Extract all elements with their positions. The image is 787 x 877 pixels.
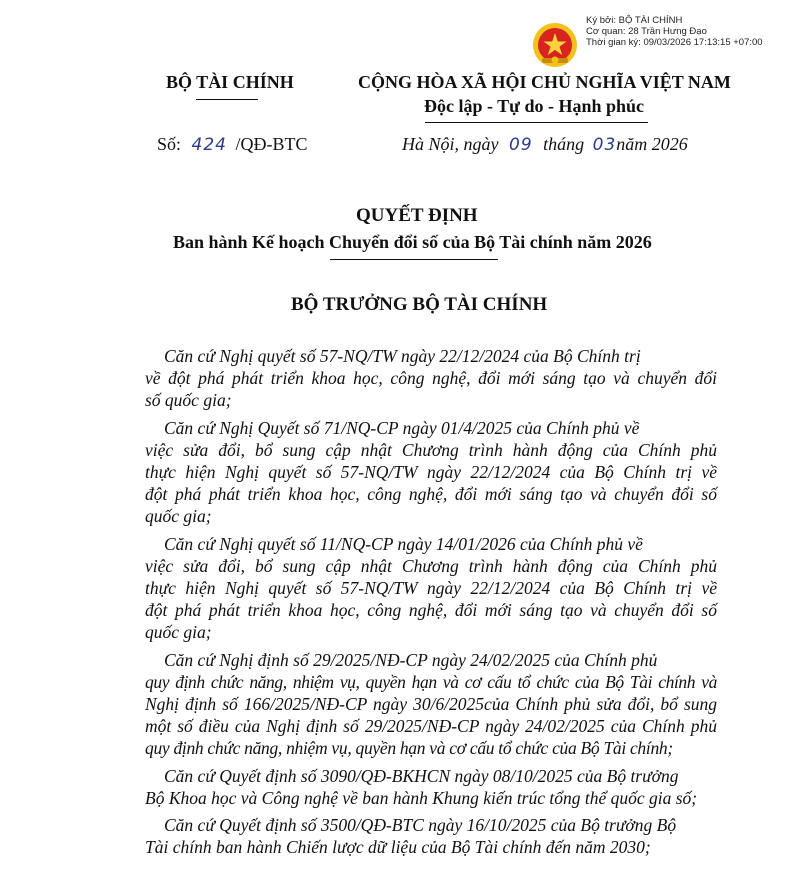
decision-subtitle: Ban hành Kế hoạch Chuyển đổi số của Bộ Tài chính năm 2026 (173, 232, 652, 252)
body-line: một số điều của Nghị định số 29/2025/NĐ-CP ngày 24/02/2025 của Chính phủ (145, 716, 717, 737)
document-number (157, 134, 307, 155)
ministry-name: BỘ TÀI CHÍNH (166, 72, 294, 92)
body-line: Nghị định số 166/2025/NĐ-CP ngày 30/6/2025của Chính phủ sửa đổi, bổ sung (145, 694, 717, 714)
month-label: tháng (543, 134, 585, 154)
body-line: Tài chính ban hành Chiến lược dữ liệu của Bộ Tài chính đến năm 2030; (145, 837, 651, 858)
signature-office: Cơ quan: 28 Trần Hưng Đạo (586, 26, 707, 37)
motto: Độc lập - Tự do - Hạnh phúc (424, 96, 645, 116)
motto-underline (425, 122, 648, 123)
place-date (402, 134, 688, 155)
decision-title: QUYẾT ĐỊNH (356, 205, 478, 226)
day-handwritten: 09 (509, 135, 533, 155)
month-handwritten: 03 (592, 135, 617, 155)
ministry-underline (196, 99, 258, 100)
body-line: đột phá phát triển khoa học, công nghệ, đổi mới sáng tạo và chuyển đổi số (145, 484, 717, 505)
body-line: số quốc gia; (145, 390, 232, 411)
body-line: Căn cứ Quyết định số 3500/QĐ-BTC ngày 16/10/2025 của Bộ trưởng Bộ (164, 815, 677, 835)
body-line: việc sửa đổi, bổ sung cập nhật Chương trình hành động của Chính phủ (145, 555, 717, 576)
national-emblem-icon (532, 22, 578, 68)
body-line: Căn cứ Nghị quyết số 57-NQ/TW ngày 22/12/2024 của Bộ Chính trị (164, 346, 641, 366)
body-line: đột phá phát triển khoa học, công nghệ, đổi mới sáng tạo và chuyển đổi số (145, 600, 717, 621)
body-line: quốc gia; (145, 622, 212, 643)
number-prefix: Số: (157, 134, 182, 154)
country-name: CỘNG HÒA XÃ HỘI CHỦ NGHĨA VIỆT NAM (358, 72, 731, 92)
body-line: Căn cứ Nghị Quyết số 71/NQ-CP ngày 01/4/2025 của Chính phủ về (164, 417, 640, 438)
body-line: Căn cứ Nghị quyết số 11/NQ-CP ngày 14/01/2026 của Chính phủ về (164, 533, 643, 554)
number-suffix: /QĐ-BTC (235, 134, 308, 154)
year-text: năm 2026 (616, 134, 688, 154)
body-line: Căn cứ Quyết định số 3090/QĐ-BKHCN ngày 08/10/2025 của Bộ trưởng (164, 765, 679, 786)
body-line: quy định chức năng, nhiệm vụ, quyền hạn và cơ cấu tổ chức của Bộ Tài chính; (145, 738, 673, 759)
body-line: Căn cứ Nghị định số 29/2025/NĐ-CP ngày 24/02/2025 của Chính phủ (164, 649, 658, 670)
body-line: thực hiện Nghị quyết số 57-NQ/TW ngày 22/12/2024 của Bộ Chính trị về (145, 462, 717, 482)
body-line: việc sửa đổi, bổ sung cập nhật Chương trình hành động của Chính phủ (145, 439, 717, 460)
body-line: quy định chức năng, nhiệm vụ, quyền hạn và cơ cấu tổ chức của Bộ Tài chính và (145, 671, 717, 692)
number-handwritten: 424 (191, 135, 227, 155)
body-line: Bộ Khoa học và Công nghệ về ban hành Khung kiến trúc tổng thể quốc gia số; (145, 787, 698, 808)
subtitle-underline (330, 259, 498, 260)
body-line: thực hiện Nghị quyết số 57-NQ/TW ngày 22/12/2024 của Bộ Chính trị về (145, 578, 717, 598)
signature-signer: Ký bởi: BỘ TÀI CHÍNH (586, 15, 683, 26)
body-line: về đột phá phát triển khoa học, công nghệ, đổi mới sáng tạo và chuyển đổi (145, 368, 717, 389)
body-line: quốc gia; (145, 506, 212, 527)
signature-time: Thời gian ký: 09/03/2026 17:13:15 +07:00 (586, 37, 763, 48)
issuer: BỘ TRƯỞNG BỘ TÀI CHÍNH (291, 294, 548, 315)
place-date-prefix: Hà Nội, ngày (402, 134, 499, 154)
